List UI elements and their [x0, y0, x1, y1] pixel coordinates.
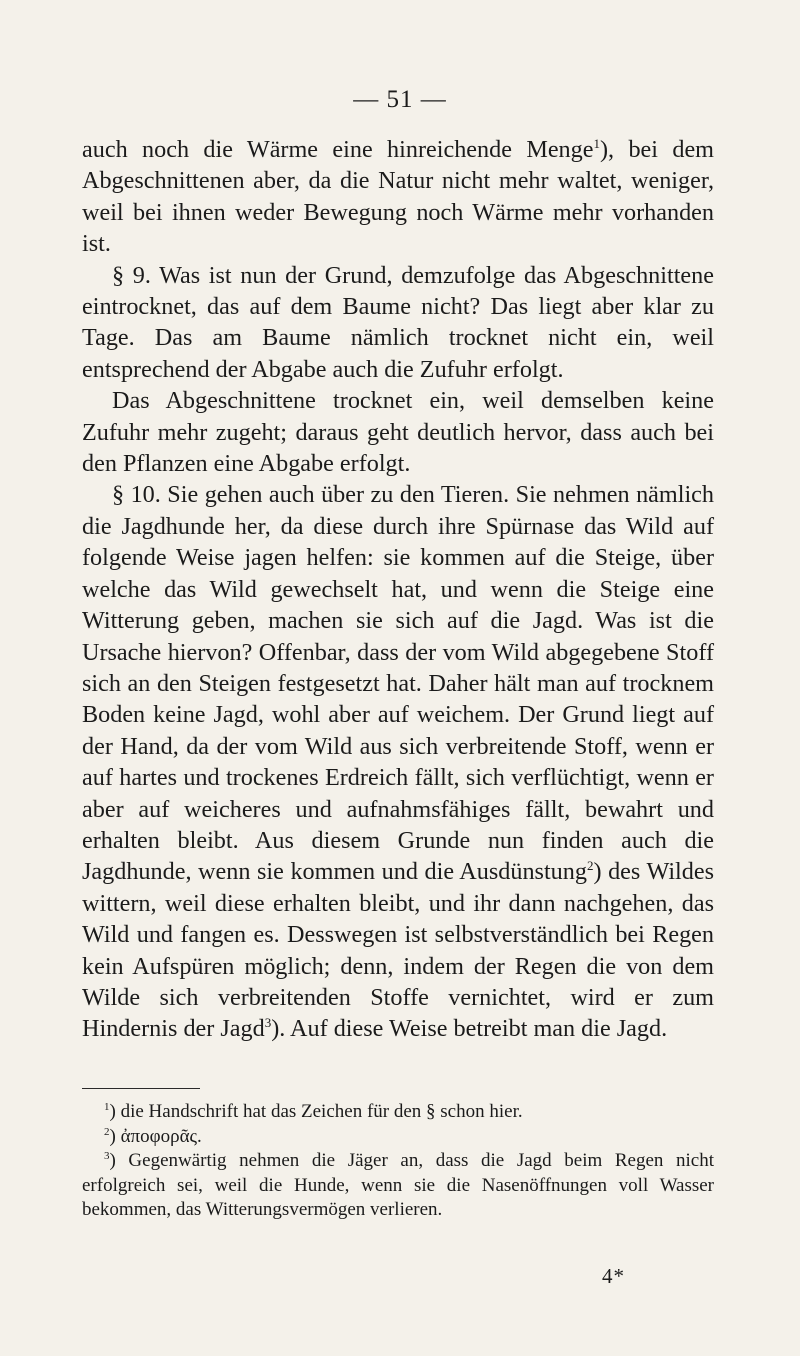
paragraph	[82, 385, 714, 479]
text-run: Das Abgeschnittene trocknet ein, weil demselben keine Zufuhr mehr zugeht; daraus geht deutlich hervor, dass auch bei den Pflanzen eine Abgabe erfolgt.	[82, 387, 714, 478]
footnotes	[82, 1100, 714, 1223]
footnote-reference: 2	[586, 858, 594, 874]
footnote	[82, 1149, 714, 1223]
paragraph	[82, 479, 714, 1044]
main-text	[82, 134, 714, 1045]
page-number: — 51 —	[353, 86, 447, 113]
text-run: ). Auf diese Weise betreibt man die Jagd.	[271, 1015, 668, 1043]
footnote	[82, 1100, 714, 1125]
paragraph	[82, 134, 714, 260]
text-run: ) des Wildes wittern, weil diese erhalten bleibt, und ihr dann nachgehen, das Wild und fangen es. Desswegen ist selbstverständlich bei Regen kein Aufspüren möglich; denn, indem der Regen die von dem Wilde sich verbreitenden Stoffe vernichtet, wird er zum Hindernis der Jagd	[82, 858, 715, 1043]
text-run: § 9. Was ist nun der Grund, demzufolge das Abgeschnittene eintrocknet, das auf dem Baume nicht? Das liegt aber klar zu Tage. Das am Baume nämlich trocknet nicht ein, weil entsprechend der Abgabe auch die Zufuhr erfolgt.	[82, 261, 714, 383]
signature-mark: 4*	[602, 1264, 625, 1288]
text-run: auch noch die Wärme eine hinreichende Menge	[82, 136, 594, 163]
footnote-text: ) die Handschrift hat das Zeichen für den § schon hier.	[109, 1101, 523, 1122]
footnote-text: ) ἀποφορᾶς.	[109, 1125, 202, 1147]
footnote-number: 2	[104, 1125, 110, 1138]
footnote	[82, 1125, 714, 1150]
text-run: ), bei dem Abgeschnittenen aber, da die Natur nicht mehr waltet, weniger, weil bei ihnen weder Bewegung noch Wärme mehr vorhanden ist.	[82, 136, 715, 258]
footnote-number: 1	[104, 1101, 110, 1113]
footnote-text: ) Gegenwärtig nehmen die Jäger an, dass die Jagd beim Regen nicht erfolgreich sei, weil die Hunde, wenn sie die Nasenöffnungen voll Wasser bekommen, das Witterungsvermögen verlieren.	[82, 1150, 714, 1220]
footnote-reference: 3	[264, 1015, 272, 1031]
footnote-separator	[82, 1088, 200, 1089]
text-run: § 10. Sie gehen auch über zu den Tieren. Sie nehmen nämlich die Jagdhunde her, da diese durch ihre Spürnase das Wild auf folgende Weise jagen helfen: sie kommen auf die Steige, über welche das Wild gewechselt hat, und wenn die Steige eine Witterung geben, machen sie sich auf die Jagd. Was ist die Ursache hiervon? Offenbar, dass der vom Wild abgegebene Stoff sich an den Steigen festgesetzt hat. Daher hält man auf trocknem Boden keine Jagd, wohl aber auf weichem. Der Grund liegt auf der Hand, da der vom Wild aus sich verbreitende Stoff, wenn er auf hartes und trockenes Erdreich fällt, sich verflüchtigt, wenn er aber auf weicheres und aufnahmsfähiges fällt, bewahrt und erhalten bleibt. Aus diesem Grunde nun finden auch die Jagdhunde, wenn sie kommen und die Ausdünstung	[82, 481, 714, 886]
paragraph	[82, 260, 714, 386]
footnote-number: 3	[104, 1150, 110, 1162]
footnote-reference: 1	[593, 136, 600, 151]
